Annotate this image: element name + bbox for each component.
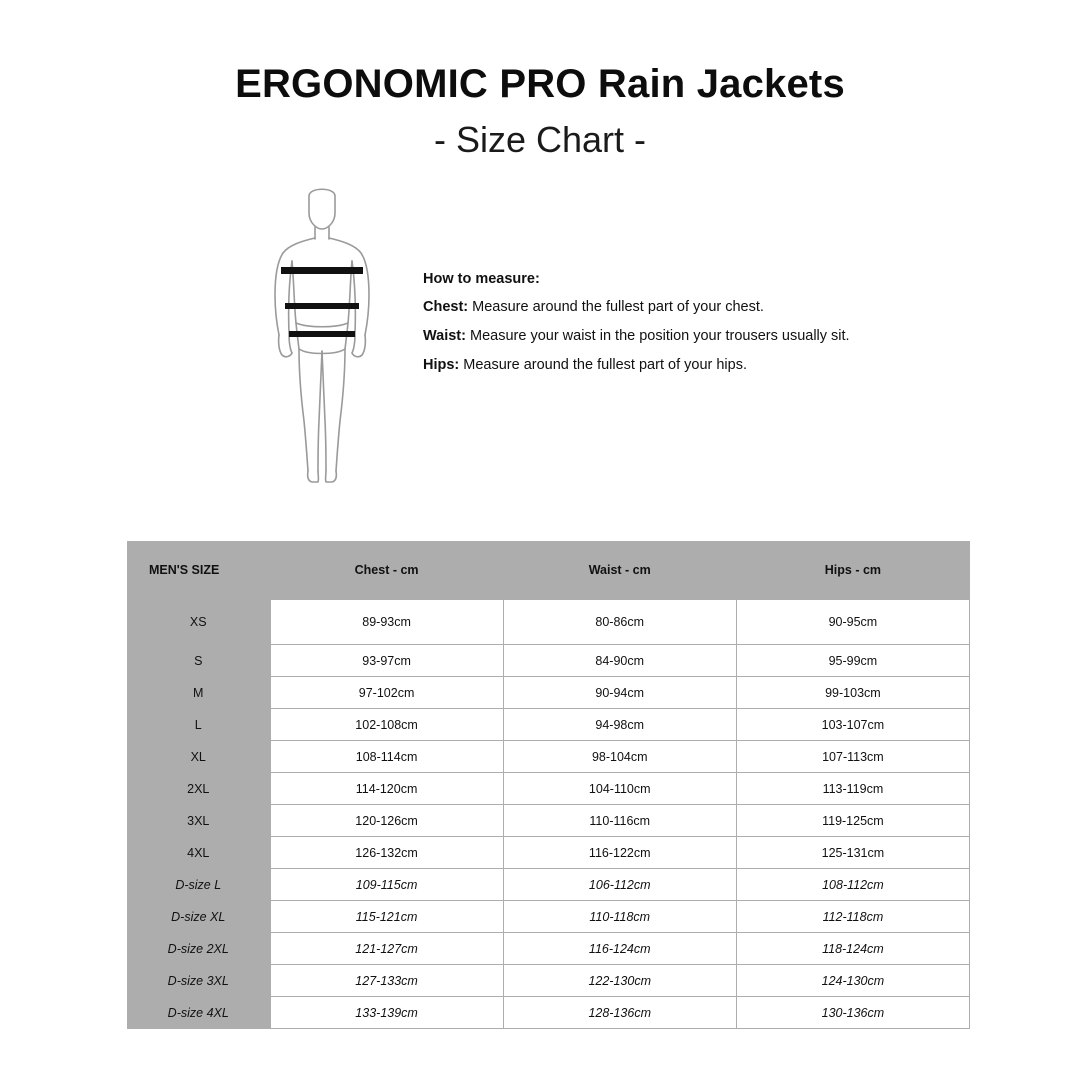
- row-waist: 110-116cm: [503, 805, 736, 837]
- row-chest: 114-120cm: [270, 773, 503, 805]
- table-row: [127, 709, 970, 741]
- table-row: [127, 997, 970, 1029]
- body-diagram-icon: [252, 183, 392, 493]
- row-hips: 124-130cm: [736, 965, 969, 997]
- chest-text: Measure around the fullest part of your chest.: [468, 299, 764, 316]
- table-row: [127, 773, 970, 805]
- row-hips: 108-112cm: [736, 869, 969, 901]
- row-waist: 116-122cm: [503, 837, 736, 869]
- row-chest: 108-114cm: [270, 741, 503, 773]
- page-title: ERGONOMIC PRO Rain Jackets: [235, 62, 845, 106]
- row-size: 3XL: [127, 805, 270, 837]
- row-size: D-size 2XL: [127, 933, 270, 965]
- table-row: [127, 600, 970, 645]
- table-row: [127, 933, 970, 965]
- how-to-measure-hips: [423, 356, 983, 374]
- row-chest: 121-127cm: [270, 933, 503, 965]
- size-chart-table: [127, 541, 970, 1029]
- row-hips: 90-95cm: [736, 600, 969, 645]
- row-hips: 118-124cm: [736, 933, 969, 965]
- table-row: [127, 805, 970, 837]
- row-size: 2XL: [127, 773, 270, 805]
- row-hips: 107-113cm: [736, 741, 969, 773]
- row-chest: 109-115cm: [270, 869, 503, 901]
- header-hips: Hips - cm: [736, 541, 969, 600]
- row-chest: 120-126cm: [270, 805, 503, 837]
- how-to-measure-heading: How to measure:: [423, 271, 540, 288]
- waist-text: Measure your waist in the position your trousers usually sit.: [465, 328, 850, 345]
- table-body: [127, 600, 970, 1029]
- hips-text: Measure around the fullest part of your hips.: [459, 357, 747, 374]
- row-waist: 84-90cm: [503, 645, 736, 677]
- row-size: XS: [127, 600, 270, 645]
- how-to-measure-chest: [423, 298, 983, 316]
- row-waist: 80-86cm: [503, 600, 736, 645]
- row-chest: 127-133cm: [270, 965, 503, 997]
- page-title-block: [0, 0, 1080, 161]
- waist-label: Waist:: [423, 328, 466, 345]
- header-chest: Chest - cm: [270, 541, 503, 600]
- row-waist: 94-98cm: [503, 709, 736, 741]
- row-chest: 97-102cm: [270, 677, 503, 709]
- chest-label: Chest:: [423, 299, 469, 316]
- row-size: M: [127, 677, 270, 709]
- row-waist: 98-104cm: [503, 741, 736, 773]
- row-hips: 125-131cm: [736, 837, 969, 869]
- row-size: D-size XL: [127, 901, 270, 933]
- table-row: [127, 677, 970, 709]
- row-waist: 122-130cm: [503, 965, 736, 997]
- row-hips: 130-136cm: [736, 997, 969, 1029]
- row-chest: 102-108cm: [270, 709, 503, 741]
- waist-band: [285, 303, 359, 309]
- row-waist: 104-110cm: [503, 773, 736, 805]
- body-figure: [252, 183, 392, 493]
- row-waist: 90-94cm: [503, 677, 736, 709]
- row-hips: 95-99cm: [736, 645, 969, 677]
- size-chart-table-zone: [127, 541, 970, 1029]
- row-waist: 106-112cm: [503, 869, 736, 901]
- table-row: [127, 645, 970, 677]
- header-size: MEN'S SIZE: [127, 541, 270, 600]
- hips-band: [289, 331, 355, 337]
- row-size: L: [127, 709, 270, 741]
- page-subtitle: - Size Chart -: [433, 119, 647, 160]
- row-chest: 89-93cm: [270, 600, 503, 645]
- row-hips: 99-103cm: [736, 677, 969, 709]
- row-chest: 133-139cm: [270, 997, 503, 1029]
- row-hips: 113-119cm: [736, 773, 969, 805]
- table-row: [127, 901, 970, 933]
- row-size: 4XL: [127, 837, 270, 869]
- hips-label: Hips:: [423, 357, 460, 374]
- row-hips: 103-107cm: [736, 709, 969, 741]
- row-size: D-size 4XL: [127, 997, 270, 1029]
- how-to-measure: [423, 271, 983, 385]
- how-to-measure-waist: [423, 327, 983, 345]
- row-size: XL: [127, 741, 270, 773]
- table-row: [127, 965, 970, 997]
- row-size: D-size L: [127, 869, 270, 901]
- table-row: [127, 837, 970, 869]
- row-hips: 119-125cm: [736, 805, 969, 837]
- row-size: D-size 3XL: [127, 965, 270, 997]
- row-chest: 126-132cm: [270, 837, 503, 869]
- row-chest: 115-121cm: [270, 901, 503, 933]
- row-size: S: [127, 645, 270, 677]
- measure-section: [0, 183, 1080, 503]
- row-hips: 112-118cm: [736, 901, 969, 933]
- row-chest: 93-97cm: [270, 645, 503, 677]
- header-waist: Waist - cm: [503, 541, 736, 600]
- row-waist: 116-124cm: [503, 933, 736, 965]
- row-waist: 128-136cm: [503, 997, 736, 1029]
- row-waist: 110-118cm: [503, 901, 736, 933]
- table-header-row: [127, 541, 970, 600]
- table-row: [127, 741, 970, 773]
- table-row: [127, 869, 970, 901]
- chest-band: [281, 267, 363, 274]
